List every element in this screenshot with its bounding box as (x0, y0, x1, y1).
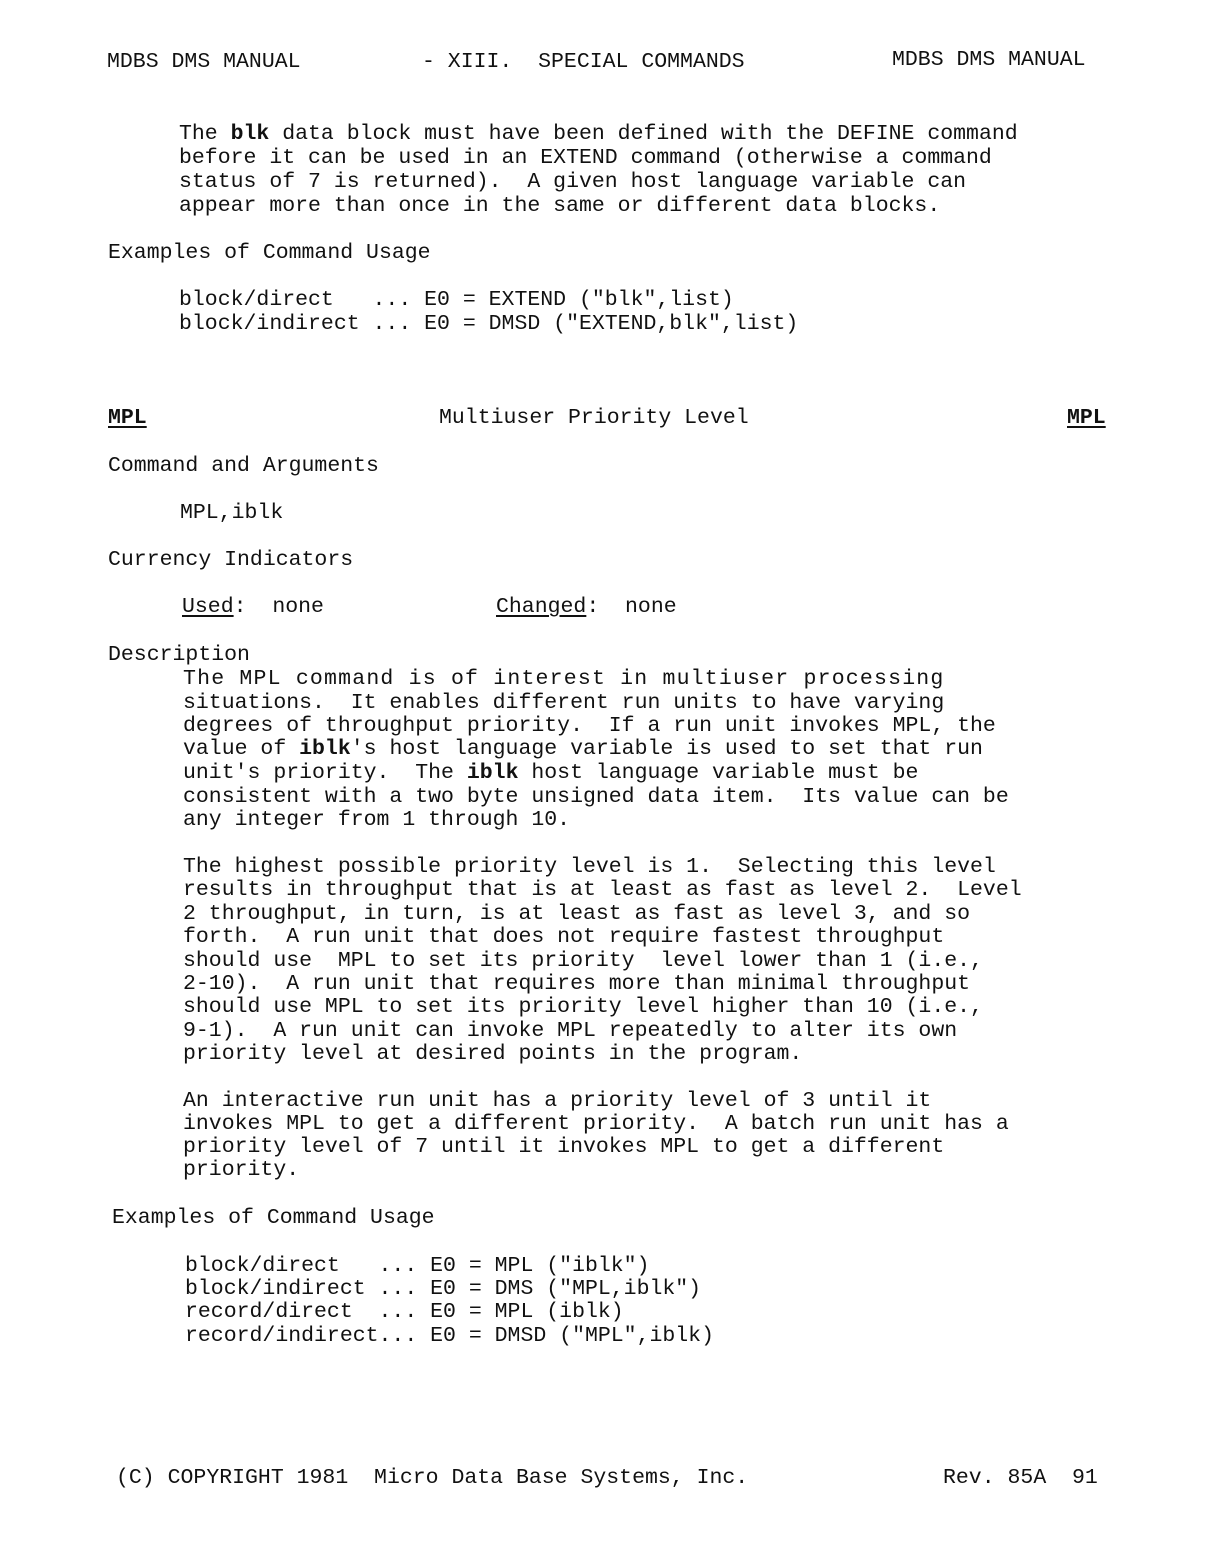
paragraph-line: invokes MPL to get a different priority. A batch run unit has a (183, 1112, 1009, 1136)
mpl-examples-heading: Examples of Command Usage (112, 1206, 435, 1230)
footer-copyright: (C) COPYRIGHT 1981 Micro Data Base Systems, Inc. (116, 1466, 749, 1490)
paragraph-line: should use MPL to set its priority level higher than 10 (i.e., (183, 995, 983, 1019)
paragraph-line: 2 throughput, in turn, is at least as fast as level 3, and so (183, 902, 971, 926)
currency-used: Used: none (182, 595, 324, 619)
paragraph-line: value of iblk's host language variable is used to set that run (183, 737, 983, 761)
paragraph-line: 2-10). A run unit that requires more than minimal throughput (183, 972, 971, 996)
example-line: block/direct ... E0 = MPL ("iblk") (185, 1254, 650, 1278)
example-line: block/direct ... E0 = EXTEND ("blk",list) (179, 288, 734, 312)
mpl-title: Multiuser Priority Level (439, 406, 749, 430)
example-line: block/indirect ... E0 = DMSD ("EXTEND,blk",list) (179, 312, 799, 336)
paragraph-line: priority level of 7 until it invokes MPL to get a different (183, 1135, 945, 1159)
description-heading: Description (108, 643, 250, 667)
footer-page: Rev. 85A 91 (943, 1466, 1098, 1490)
command-syntax: MPL,iblk (180, 501, 284, 525)
extend-examples-heading: Examples of Command Usage (108, 241, 431, 265)
header-right: MDBS DMS MANUAL (892, 48, 1086, 72)
paragraph-line: consistent with a two byte unsigned data item. Its value can be (183, 785, 1009, 809)
paragraph-line: The highest possible priority level is 1. Selecting this level (183, 855, 996, 879)
mpl-code-left: MPL (108, 406, 147, 430)
paragraph-line: An interactive run unit has a priority level of 3 until it (183, 1089, 932, 1113)
example-line: record/direct ... E0 = MPL (iblk) (185, 1300, 624, 1324)
paragraph-line: The blk data block must have been defined with the DEFINE command (179, 122, 1018, 146)
paragraph-line: priority. (183, 1158, 300, 1182)
paragraph-line: The MPL command is of interest in multiuser processing (183, 667, 945, 691)
currency-heading: Currency Indicators (108, 548, 354, 572)
paragraph-line: before it can be used in an EXTEND command (otherwise a command (179, 146, 992, 170)
example-line: record/indirect... E0 = DMSD ("MPL",iblk) (185, 1324, 714, 1348)
paragraph-line: unit's priority. The iblk host language variable must be (183, 761, 919, 785)
header-center: - XIII. SPECIAL COMMANDS (422, 50, 745, 74)
paragraph-line: any integer from 1 through 10. (183, 808, 571, 832)
paragraph-line: appear more than once in the same or different data blocks. (179, 194, 941, 218)
command-heading: Command and Arguments (108, 454, 379, 478)
paragraph-line: 9-1). A run unit can invoke MPL repeatedly to alter its own (183, 1019, 958, 1043)
header-left: MDBS DMS MANUAL (107, 50, 301, 74)
paragraph-line: should use MPL to set its priority level lower than 1 (i.e., (183, 949, 983, 973)
paragraph-line: results in throughput that is at least as fast as level 2. Level (183, 878, 1022, 902)
paragraph-line: degrees of throughput priority. If a run unit invokes MPL, the (183, 714, 996, 738)
paragraph-line: forth. A run unit that does not require fastest throughput (183, 925, 945, 949)
currency-changed: Changed: none (496, 595, 677, 619)
example-line: block/indirect ... E0 = DMS ("MPL,iblk") (185, 1277, 702, 1301)
paragraph-line: priority level at desired points in the program. (183, 1042, 803, 1066)
paragraph-line: situations. It enables different run units to have varying (183, 691, 945, 715)
paragraph-line: status of 7 is returned). A given host language variable can (179, 170, 967, 194)
mpl-code-right: MPL (1067, 406, 1106, 430)
